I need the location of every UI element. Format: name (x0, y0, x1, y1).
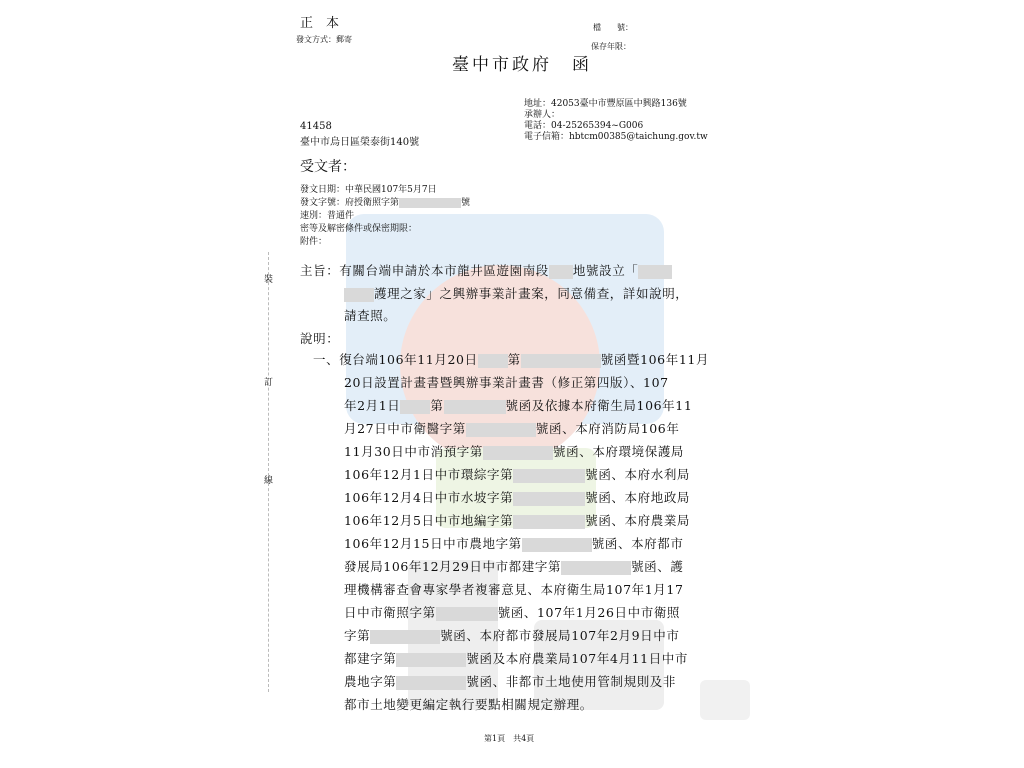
redaction-block (638, 265, 672, 279)
redaction-block (466, 423, 536, 437)
explanation-line (344, 465, 690, 483)
explanation-text: 日中市衛照字第 (344, 605, 436, 620)
explanation-text: 號函、本府農業局 (585, 513, 691, 528)
explanation-line: 理機構審查會專家學者複審意見、本府衛生局107年1月17 (344, 582, 684, 597)
explanation-line (344, 603, 680, 621)
explanation-text: 106年12月4日中市水坡字第 (344, 490, 514, 505)
explanation-line (344, 442, 684, 460)
retention-label: 保存年限： (591, 42, 631, 51)
explanation-line: 20日設置計畫書暨興辦事業計畫書（修正第四版）、107 (344, 375, 669, 390)
redaction-block (399, 198, 461, 208)
subject-line (344, 284, 688, 302)
speed-class: 速別：普通件 (300, 211, 355, 221)
redaction-block (444, 400, 506, 414)
redaction-block (396, 676, 466, 690)
explanation-text: 年2月1日 (344, 398, 401, 413)
binding-line (268, 252, 270, 692)
binding-mark: 裝 (264, 275, 274, 285)
binding-mark: 線 (264, 476, 274, 486)
redaction-block (370, 630, 440, 644)
explanation-text: 字第 (344, 628, 371, 643)
document-number (300, 195, 470, 208)
redaction-block (396, 653, 466, 667)
recipient-zip: 41458 (300, 121, 332, 132)
redaction-block (513, 469, 585, 483)
redaction-block (513, 492, 585, 506)
explanation-text: 號函、護 (631, 559, 684, 574)
explanation-text: 11月30日中市消預字第 (344, 444, 484, 459)
redaction-block (478, 354, 508, 368)
explanation-label: 說明： (300, 331, 340, 346)
explanation-text: 號函、本府地政局 (585, 490, 691, 505)
page-number: 第1頁 共4頁 (484, 734, 535, 743)
explanation-line (344, 534, 683, 552)
watermark-gray-block (700, 680, 750, 720)
send-method: 發文方式：郵寄 (296, 35, 352, 44)
attachment-label: 附件： (300, 237, 328, 247)
file-number-label: 檔 號： (593, 23, 633, 32)
explanation-line (344, 488, 690, 506)
issue-date: 發文日期：中華民國107年5月7日 (300, 185, 437, 195)
subject-text: 主旨：有關台端申請於本市龍井區遊園南段 (300, 263, 549, 278)
explanation-text: 號函、本府水利局 (585, 467, 691, 482)
explanation-line (344, 626, 679, 644)
explanation-line: 都市土地變更編定執行要點相關規定辦理。 (344, 697, 593, 712)
document-title: 臺中市政府 函 (452, 55, 592, 75)
document-number-suffix: 號 (461, 198, 471, 208)
redaction-block (344, 288, 374, 302)
subject-text: 護理之家」之興辦事業計畫案，同意備查，詳如說明， (374, 286, 689, 301)
explanation-text: 第 (507, 352, 521, 367)
sender-email: 電子信箱：hbtcm00385@taichung.gov.tw (524, 132, 708, 142)
explanation-text: 106年12月5日中市地編字第 (344, 513, 514, 528)
explanation-text: 106年12月1日中市環綜字第 (344, 467, 514, 482)
subject-line (300, 261, 672, 279)
redaction-block (561, 561, 631, 575)
document-number-prefix: 發文字號：府授衛照字第 (300, 198, 400, 208)
explanation-text: 106年12月15日中市農地字第 (344, 536, 522, 551)
explanation-text: 一、復台端106年11月20日 (313, 352, 478, 367)
explanation-line (344, 396, 692, 414)
redaction-block (436, 607, 498, 621)
sender-address: 地址：42053臺中市豐原區中興路136號 (524, 99, 687, 109)
explanation-text: 號函暨106年11月 (600, 352, 710, 367)
explanation-text: 月27日中市衛醫字第 (344, 421, 466, 436)
explanation-text: 第 (430, 398, 444, 413)
sender-contact: 承辦人： (524, 110, 561, 120)
explanation-text: 號函、非都市土地使用管制規則及非 (466, 674, 677, 689)
explanation-line (344, 419, 679, 437)
binding-mark: 訂 (264, 378, 274, 388)
secrecy-class: 密等及解密條件或保密期限： (300, 224, 418, 234)
redaction-block (522, 538, 592, 552)
explanation-text: 號函及依據本府衛生局106年11 (505, 398, 693, 413)
recipient-address: 臺中市烏日區榮泰街140號 (300, 137, 420, 148)
sender-phone: 電話：04-25265394~G006 (524, 121, 644, 131)
redaction-block (483, 446, 553, 460)
explanation-text: 號函、本府都市發展局107年2月9日中市 (440, 628, 680, 643)
explanation-text: 號函及本府農業局107年4月11日中市 (466, 651, 689, 666)
recipient-label: 受文者： (300, 159, 356, 175)
explanation-text: 號函、本府環境保護局 (553, 444, 685, 459)
subject-line: 請查照。 (344, 308, 397, 323)
redaction-block (521, 354, 601, 368)
redaction-block (400, 400, 430, 414)
subject-text: 地號設立「 (572, 263, 639, 278)
explanation-text: 農地字第 (344, 674, 397, 689)
copy-label: 正 本 (300, 16, 340, 31)
explanation-line (344, 649, 688, 667)
explanation-text: 都建字第 (344, 651, 397, 666)
explanation-text: 號函、本府都市 (591, 536, 684, 551)
redaction-block (549, 265, 573, 279)
explanation-text: 號函、107年1月26日中市衛照 (497, 605, 681, 620)
explanation-line (344, 672, 676, 690)
explanation-text: 號函、本府消防局106年 (535, 421, 680, 436)
explanation-line (344, 511, 690, 529)
explanation-line (344, 557, 683, 575)
explanation-text: 發展局106年12月29日中市都建字第 (344, 559, 562, 574)
explanation-line (313, 350, 709, 368)
redaction-block (513, 515, 585, 529)
